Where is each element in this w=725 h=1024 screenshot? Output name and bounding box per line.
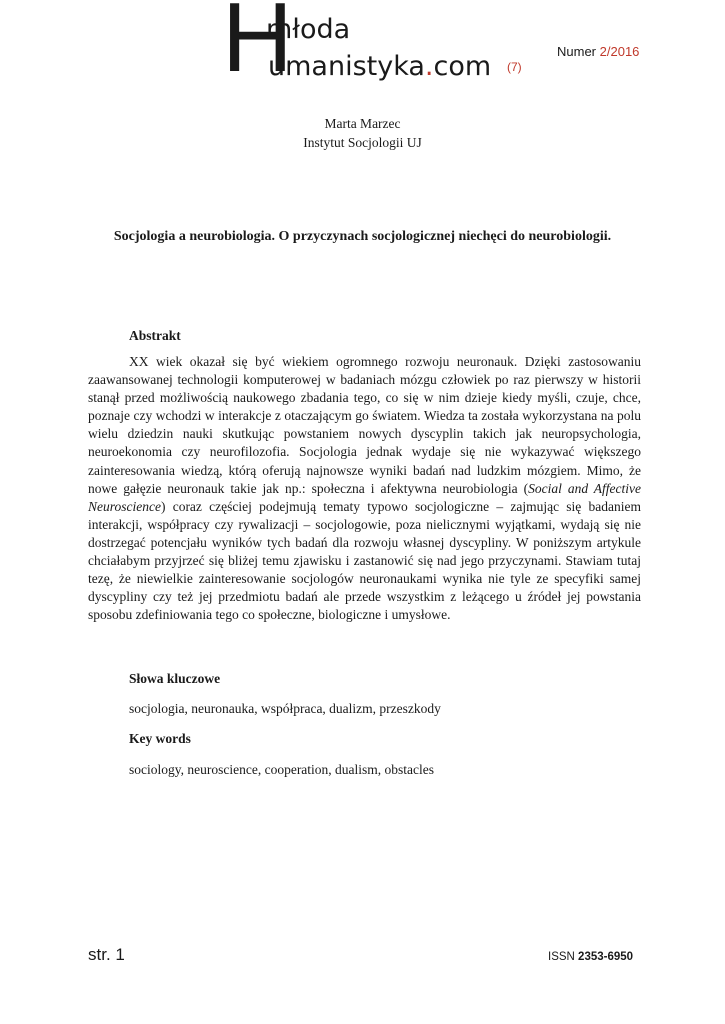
issue-number-parens: (7) xyxy=(507,60,522,74)
abstract-body xyxy=(88,353,641,624)
paper-title: Socjologia a neurobiologia. O przyczynach socjologicznej niechęci do neurobiologii. xyxy=(113,229,612,244)
abstract-part-1: XX wiek okazał się być wiekiem ogromnego rozwoju neuronauk. Dzięki zastosowaniu zaawansowanej technologii komputerowej w badaniach mózgu człowiek po raz pierwszy w historii stanął przed możliwością naukowego zbadania tego, co się w nim dzieje kiedy myśli, czuje, chce, poznaje czy wchodzi w interakcje z otaczającym go światem. Wiedza ta została wykorzystana na polu wielu dziedzin nauki skutkując powstaniem nowych dyscyplin takich jak neuropsychologia, neuroekonomia czy neurofilozofia. Socjologia jednak wydaje się nie wykazywać większego zainteresowania wiedzą, którą oferują najnowsze wyniki badań nad ludzkim mózgiem. Mimo, że nowe gałęzie neuronauk takie jak np.: społeczna i afektywna neurobiologia ( xyxy=(88,354,641,496)
abstract-heading: Abstrakt xyxy=(129,328,181,343)
keywords-list-en: sociology, neuroscience, cooperation, dualism, obstacles xyxy=(129,762,435,777)
logo-dot: . xyxy=(424,51,434,82)
author-institution: Instytut Socjologii UJ xyxy=(303,135,422,150)
journal-logo xyxy=(222,0,542,92)
issue-value: 2/2016 xyxy=(599,44,640,59)
keywords-heading-pl: Słowa kluczowe xyxy=(129,671,221,686)
issn xyxy=(548,951,633,963)
logo-top-word: młoda xyxy=(266,14,351,45)
logo-bottom-word xyxy=(268,53,491,80)
abstract-italic-term: Social and Affective Neuroscience xyxy=(88,480,642,514)
issue-label xyxy=(557,44,639,59)
issue-label-text: Numer xyxy=(557,44,597,59)
author-name: Marta Marzec xyxy=(324,116,401,131)
abstract-part-2: ) coraz częściej podejmują tematy typowo socjologiczne – zajmując się badaniem interakcji, współpracy czy rywalizacji – socjologowie, poza nielicznymi wyjątkami, wydają się nie dostrzegać potencjału wyników tych badań dla rozwoju własnej dyscypliny. W poniższym artykule chciałabym przyjrzeć się bliżej temu zjawisku i zastanowić się nad jego przyczynami. Stawiam tutaj tezę, że niewielkie zainteresowanie socjologów neuronaukami wynika nie tyle ze specyfiki samej dyscypliny czy też jej przedmiotu badań ale przede wszystkim z leżącego u źródeł jej powstania sposobu zdefiniowania tego co społeczne, biologiczne i umysłowe. xyxy=(88,498,641,623)
keywords-heading-en: Key words xyxy=(129,731,191,746)
logo-tld: com xyxy=(433,51,492,82)
issn-label: ISSN xyxy=(548,951,575,963)
logo-umanistyka: umanistyka xyxy=(268,51,425,82)
issn-value: 2353-6950 xyxy=(578,951,634,963)
page-number: str. 1 xyxy=(88,945,125,964)
logo-big-letter: H xyxy=(222,0,289,92)
abstract-paragraph xyxy=(88,353,641,624)
keywords-list-pl: socjologia, neuronauka, współpraca, dualizm, przeszkody xyxy=(129,701,441,716)
